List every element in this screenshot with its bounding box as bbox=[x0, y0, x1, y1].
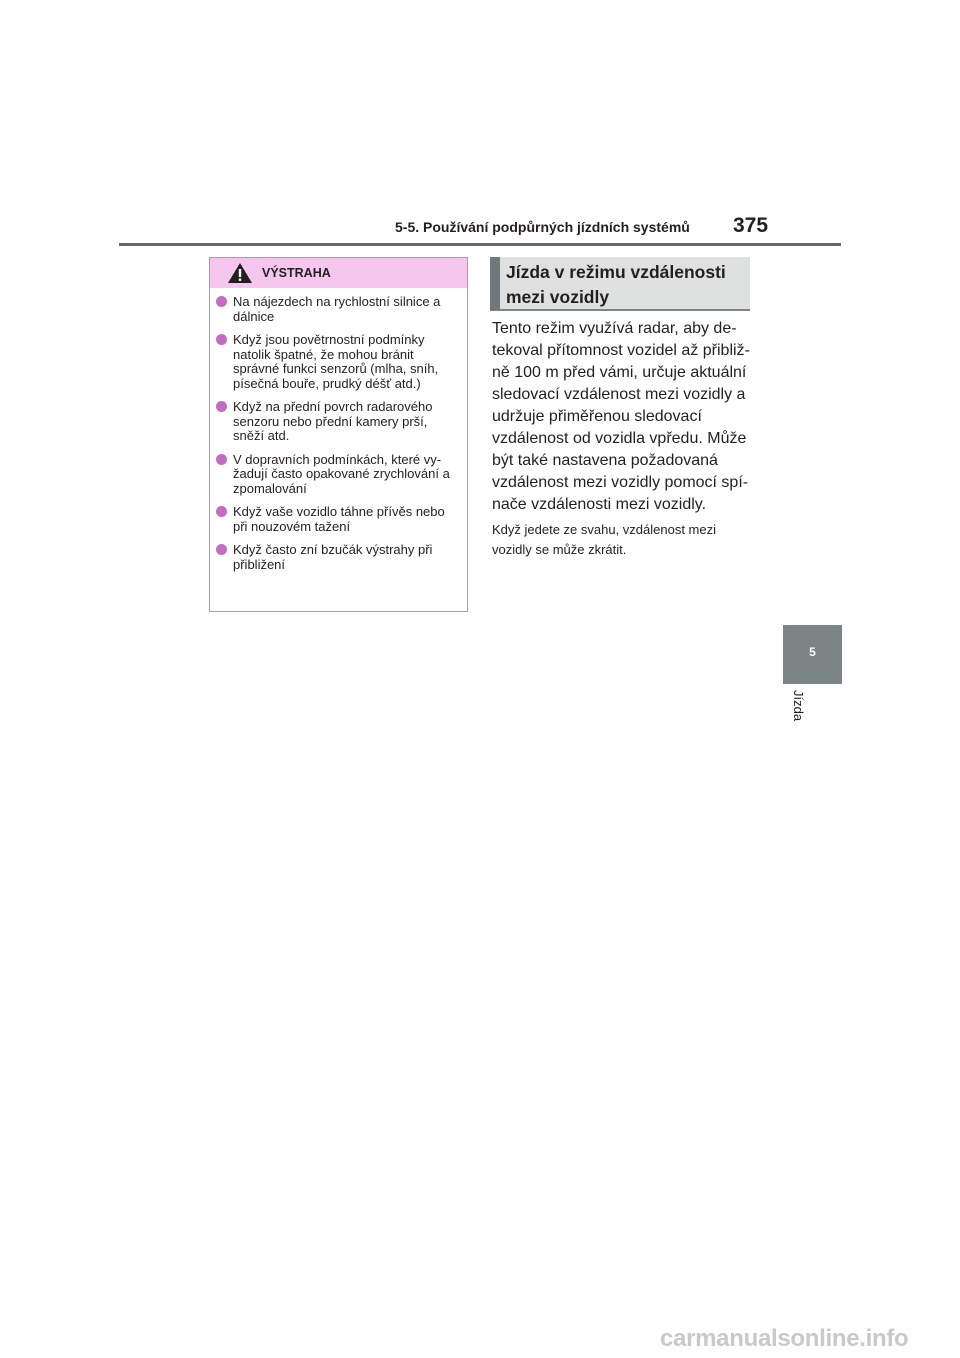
warning-list bbox=[210, 288, 467, 572]
bullet-icon bbox=[216, 334, 227, 345]
warning-item: V dopravních podmínkách, které vyžadují často opakované zrychlování a zpomalování bbox=[216, 453, 461, 497]
page-number: 375 bbox=[733, 214, 769, 237]
header-rule bbox=[119, 243, 841, 246]
bullet-icon bbox=[216, 454, 227, 465]
chapter-tab: 5 bbox=[783, 625, 842, 684]
warning-box bbox=[209, 257, 468, 612]
warning-title: VÝSTRAHA bbox=[262, 266, 331, 280]
note-paragraph: Když jedete ze svahu, vzdálenost mezi vozidly se může zkrátit. bbox=[492, 522, 717, 557]
section-title: 5-5. Používání podpůrných jízdních systémů bbox=[395, 219, 690, 235]
section-heading bbox=[490, 257, 750, 311]
warning-item: Když vaše vozidlo táhne přívěs nebo při nouzovém tažení bbox=[216, 505, 461, 534]
bullet-icon bbox=[216, 401, 227, 412]
warning-triangle-icon bbox=[227, 262, 253, 284]
warning-item: Když na přední povrch radarového senzoru nebo přední kamery prší, sněží atd. bbox=[216, 400, 461, 444]
bullet-icon bbox=[216, 544, 227, 555]
warning-item: Když jsou povětrnostní podmínky natolik špatné, že mohou bránit správné funkci senzorů (mlha, sníh, písečná bouře, prudký déšť atd.) bbox=[216, 333, 461, 391]
bullet-icon bbox=[216, 506, 227, 517]
warning-item: Na nájezdech na rychlostní silnice a dálnice bbox=[216, 295, 461, 324]
watermark: carmanualsonline.info bbox=[660, 1325, 909, 1352]
bullet-icon bbox=[216, 296, 227, 307]
warning-item: Když často zní bzučák výstrahy při přibližení bbox=[216, 543, 461, 572]
section-heading-text: Jízda v režimu vzdálenosti mezi vozidly bbox=[506, 262, 726, 307]
body-paragraph: Tento režim využívá radar, aby detekoval přítomnost vozidel až přibližně 100 m před vámi, určuje aktuální sledovací vzdálenost mezi vozidly a udržuje přiměřenou sledovací vzdálenost od vozidla vpředu. Může být také nastavena požadovaná vzdálenost mezi vozidly pomocí spínače vzdálenosti mezi vozidly. bbox=[492, 320, 750, 513]
warning-header bbox=[210, 258, 467, 288]
chapter-label: Jízda bbox=[791, 690, 806, 722]
